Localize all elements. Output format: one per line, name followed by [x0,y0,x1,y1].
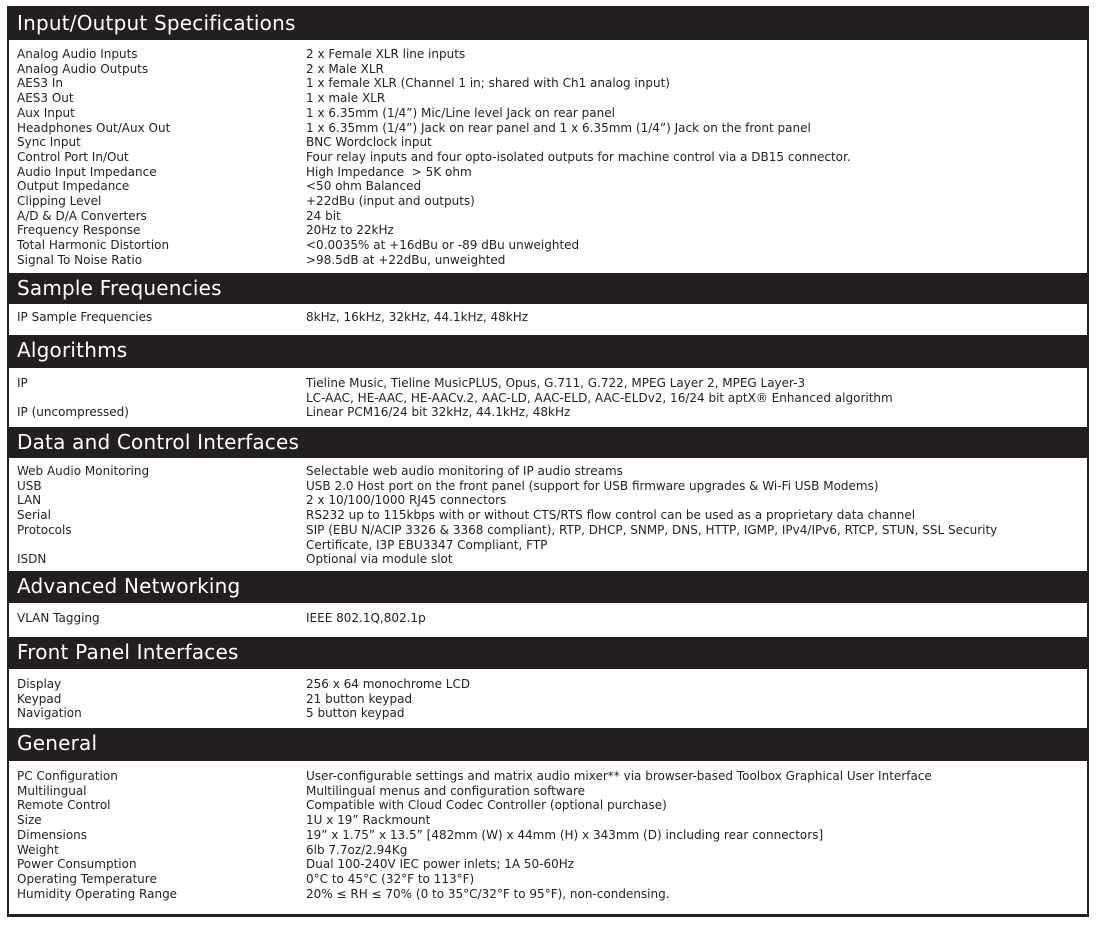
spec-label: Output Impedance [17,179,130,194]
spec-value: +22dBu (input and outputs) [306,194,475,208]
spec-value: 6lb 7.7oz/2.94Kg [306,842,408,857]
spec-label: IP (uncompressed) [17,405,129,420]
spec-label: Headphones Out/Aux Out [17,120,171,135]
spec-label: A/D & D/A Converters [17,208,147,223]
spec-value: RS232 up to 115kbps with or without CTS/RTS flow control can be used as a proprietary data channel [306,508,916,523]
spec-value: 1 x 6.35mm (1/4”) Mic/Line level Jack on rear panel [306,105,615,120]
spec-value: SIP (EBU N/ACIP 3326 & 3368 compliant), RTP, DHCP, SNMP, DNS, HTTP, IGMP, IPv4/IPv6, RTCP, STUN, SSL Security Certificate, I3P EBU3347 Compliant, FTP [306,522,998,552]
spec-value: High Impedance > 5K ohm [306,164,472,179]
section-title-input-output-specifications: Input/Output Specifications [9,8,1087,40]
section-title-advanced-networking: Advanced Networking [9,571,1087,603]
spec-value: >98.5dB at +22dBu, unweighted [306,252,506,267]
spec-value: Selectable web audio monitoring of IP audio streams [306,464,623,478]
spec-value: Tieline Music, Tieline MusicPLUS, Opus, G.711, G.722, MPEG Layer 2, MPEG Layer-3 LC-AAC, HE-AAC, HE-AACv.2, AAC-LD, AAC-ELD, AAC-ELDv2, 16/24 bit aptX® Enhanced algorithm [306,376,893,405]
spec-value: 1 x male XLR [306,91,386,106]
spec-label: Navigation [17,706,82,721]
spec-label: Weight [17,842,59,857]
spec-label: AES3 In [17,76,64,91]
spec-label: Clipping Level [17,194,102,208]
spec-value: BNC Wordclock input [306,135,432,150]
section-title-sample-frequencies: Sample Frequencies [9,273,1087,304]
spec-label: Keypad [17,691,62,706]
spec-label: Humidity Operating Range [17,886,178,901]
spec-value: 8kHz, 16kHz, 32kHz, 44.1kHz, 48kHz [306,310,529,324]
spec-value: 24 bit [306,208,341,223]
spec-label: Serial [17,508,51,523]
spec-label: Operating Temperature [17,871,157,886]
spec-value: 1 x female XLR (Channel 1 in; shared with Ch1 analog input) [306,76,670,91]
spec-label: Analog Audio Inputs [17,47,138,61]
spec-value: 0°C to 45°C (32°F to 113°F) [306,871,475,886]
spec-value: IEEE 802.1Q,802.1p [306,611,426,625]
spec-label: PC Configuration [17,769,118,783]
spec-label: IP [17,376,28,390]
spec-value: 20Hz to 22kHz [306,223,394,238]
spec-sheet [7,6,1089,917]
spec-label: Size [17,813,42,828]
section-title-general: General [9,728,1087,761]
spec-value: 1 x 6.35mm (1/4”) Jack on rear panel and 1 x 6.35mm (1/4”) Jack on the front panel [306,120,811,135]
spec-label: LAN [17,493,42,508]
spec-value: 2 x Male XLR [306,61,384,76]
spec-value: 5 button keypad [306,706,405,721]
spec-value: Four relay inputs and four opto-isolated outputs for machine control via a DB15 connector. [306,149,851,164]
spec-label: Control Port In/Out [17,149,129,164]
spec-value: Multilingual menus and configuration software [306,783,586,798]
spec-label: Total Harmonic Distortion [17,238,170,253]
spec-label: Display [17,677,62,691]
spec-value: 2 x Female XLR line inputs [306,47,466,61]
section-title-data-and-control-interfaces: Data and Control Interfaces [9,427,1087,458]
spec-label: USB [17,478,42,493]
section-title-front-panel-interfaces: Front Panel Interfaces [9,637,1087,669]
spec-label: Dimensions [17,827,88,842]
spec-value: <0.0035% at +16dBu or -89 dBu unweighted [306,238,580,253]
spec-label: Analog Audio Outputs [17,61,149,76]
spec-label: AES3 Out [17,91,74,106]
spec-label: Multilingual [17,783,87,798]
spec-value: Compatible with Cloud Codec Controller (optional purchase) [306,798,667,813]
spec-value: 19” x 1.75” x 13.5” [482mm (W) x 44mm (H) x 343mm (D) including rear connectors] [306,827,824,842]
spec-label: Frequency Response [17,223,141,238]
spec-label: Web Audio Monitoring [17,464,150,478]
spec-value: 1U x 19” Rackmount [306,813,431,828]
spec-value: USB 2.0 Host port on the front panel (support for USB firmware upgrades & Wi-Fi USB Modems) [306,478,879,493]
spec-value: 256 x 64 monochrome LCD [306,677,471,691]
spec-value: 20% ≤ RH ≤ 70% (0 to 35°C/32°F to 95°F), non-condensing. [306,886,670,901]
spec-label: ISDN [17,552,47,567]
spec-value: Linear PCM16/24 bit 32kHz, 44.1kHz, 48kHz [306,405,571,420]
spec-value: Optional via module slot [306,552,453,567]
spec-label: Aux Input [17,105,75,120]
spec-label: IP Sample Frequencies [17,310,153,324]
section-title-algorithms: Algorithms [9,335,1087,368]
spec-label: Protocols [17,522,72,537]
spec-value: <50 ohm Balanced [306,179,422,194]
spec-label: VLAN Tagging [17,611,100,625]
spec-value: 2 x 10/100/1000 RJ45 connectors [306,493,507,508]
spec-value: User-configurable settings and matrix audio mixer** via browser-based Toolbox Graphical User Interface [306,769,932,783]
spec-label: Sync Input [17,135,81,150]
spec-label: Signal To Noise Ratio [17,252,143,267]
spec-label: Remote Control [17,798,111,813]
spec-label: Power Consumption [17,857,137,872]
spec-value: Dual 100-240V IEC power inlets; 1A 50-60Hz [306,857,575,872]
spec-value: 21 button keypad [306,691,413,706]
spec-label: Audio Input Impedance [17,164,157,179]
